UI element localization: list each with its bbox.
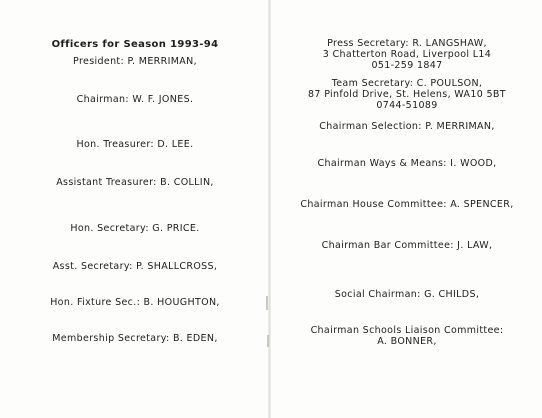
team-secretary-block <box>272 78 542 111</box>
officer-role: Hon. Fixture Sec.: <box>50 297 141 308</box>
schools-liaison-name: A. BONNER, <box>377 336 437 347</box>
officer-entry-chairman-bar-committee: Chairman Bar Committee: J. LAW, <box>321 240 493 251</box>
officer-name: B. EDEN, <box>172 333 218 344</box>
schools-liaison-role: Chairman Schools Liaison Committee: <box>310 325 504 336</box>
binding-mark <box>266 296 268 310</box>
officer-name: B. COLLIN, <box>160 177 214 188</box>
officer-entry-chairman-ways-means: Chairman Ways & Means: I. WOOD, <box>317 158 497 169</box>
officer-entry-asst-secretary <box>0 261 270 272</box>
team-secretary-name: Team Secretary: C. POULSON, <box>331 78 483 89</box>
officers-title: Officers for Season 1993-94 <box>51 39 219 50</box>
officer-role: Membership Secretary: <box>52 333 170 344</box>
officer-entry-secretary <box>0 223 270 234</box>
officer-name: B. HOUGHTON, <box>143 297 220 308</box>
officer-role: Hon. Treasurer: <box>76 139 154 150</box>
officer-role: President: <box>73 56 125 67</box>
officer-name: D. LEE. <box>157 139 194 150</box>
officer-entry-fixture-sec <box>0 297 270 308</box>
officer-role: Chairman: <box>76 94 129 105</box>
officer-name: P. SHALLCROSS, <box>136 261 218 272</box>
officer-entry-president <box>0 56 270 67</box>
officer-entry-social-chairman: Social Chairman: G. CHILDS, <box>334 289 480 300</box>
officer-name: P. MERRIMAN, <box>127 56 197 67</box>
binding-mark <box>267 335 269 347</box>
press-secretary-phone: 051-259 1847 <box>371 60 443 71</box>
officer-entry-chairman <box>0 94 270 105</box>
officer-entry-assistant-treasurer <box>0 177 270 188</box>
press-secretary-block <box>272 38 542 71</box>
left-page <box>0 0 270 418</box>
officer-role: Asst. Secretary: <box>52 261 133 272</box>
officer-role: Assistant Treasurer: <box>56 177 157 188</box>
officer-entry-membership-sec <box>0 333 270 344</box>
officer-name: W. F. JONES. <box>132 94 194 105</box>
page-gutter <box>268 0 271 418</box>
right-page <box>272 0 542 418</box>
schools-liaison-block <box>272 325 542 347</box>
team-secretary-address: 87 Pinfold Drive, St. Helens, WA10 5BT <box>308 89 506 100</box>
officer-role: Hon. Secretary: <box>70 223 149 234</box>
officer-entry-chairman-selection: Chairman Selection: P. MERRIMAN, <box>319 121 495 132</box>
officer-name: G. PRICE. <box>152 223 200 234</box>
press-secretary-name: Press Secretary: R. LANGSHAW, <box>327 38 487 49</box>
team-secretary-phone: 0744-51089 <box>376 100 438 111</box>
officer-entry-treasurer <box>0 139 270 150</box>
officer-entry-chairman-house-committee: Chairman House Committee: A. SPENCER, <box>300 199 514 210</box>
press-secretary-address: 3 Chatterton Road, Liverpool L14 <box>322 49 492 60</box>
